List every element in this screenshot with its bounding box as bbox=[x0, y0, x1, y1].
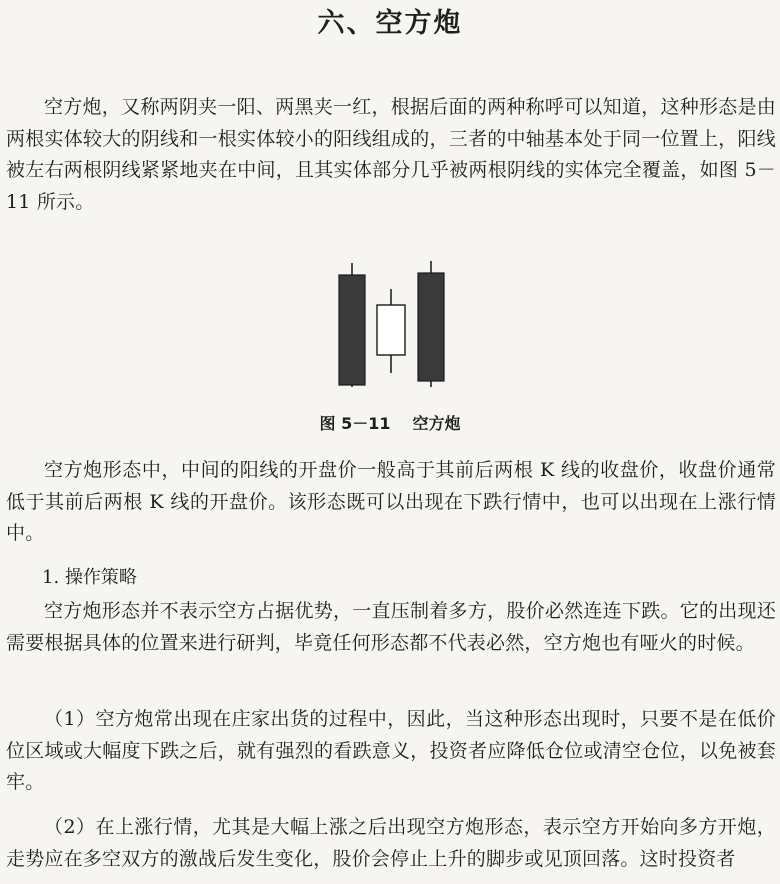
point-1-paragraph: （1）空方炮常出现在庄家出货的过程中，因此，当这种形态出现时，只要不是在低价位区域或大幅度下跌之后，就有强烈的看跌意义，投资者应降低仓位或清空仓位，以免被套牢。 bbox=[6, 708, 776, 793]
strategy-paragraph: 空方炮形态并不表示空方占据优势，一直压制着多方，股价必然连连下跌。它的出现还需要根据具体的位置来进行研判，毕竟任何形态都不代表必然，空方炮也有哑火的时候。 bbox=[6, 600, 776, 654]
description-paragraph: 空方炮形态中，中间的阳线的开盘价一般高于其前后两根 K 线的收盘价，收盘价通常低于其前后两根 K 线的开盘价。该形态既可以出现在下跌行情中，也可以出现在上涨行情中。 bbox=[6, 459, 776, 544]
left-bearish-candle bbox=[339, 263, 365, 387]
right-bearish-candle bbox=[418, 261, 444, 387]
strategy-heading: 1. 操作策略 bbox=[42, 567, 137, 588]
figure-number: 图 5－11 bbox=[319, 414, 391, 433]
section-title: 六、空方炮 bbox=[317, 8, 463, 39]
candlestick-figure bbox=[300, 255, 480, 395]
figure-caption bbox=[0, 413, 780, 435]
intro-paragraph: 空方炮，又称两阴夹一阳、两黑夹一红，根据后面的两种称呼可以知道，这种形态是由两根实体较大的阴线和一根实体较小的阳线组成的，三者的中轴基本处于同一位置上，阳线被左右两根阴线紧紧地夹在中间，且其实体部分几乎被两根阴线的实体完全覆盖，如图 5－11 所示。 bbox=[6, 96, 776, 213]
middle-bullish-candle bbox=[377, 289, 405, 373]
point-2-paragraph: （2）在上涨行情，尤其是大幅上涨之后出现空方炮形态，表示空方开始向多方开炮，走势应在多空双方的激战后发生变化，股价会停止上升的脚步或见顶回落。这时投资者 bbox=[6, 816, 776, 870]
candlestick-diagram bbox=[300, 255, 480, 395]
figure-caption-text: 空方炮 bbox=[412, 414, 461, 433]
